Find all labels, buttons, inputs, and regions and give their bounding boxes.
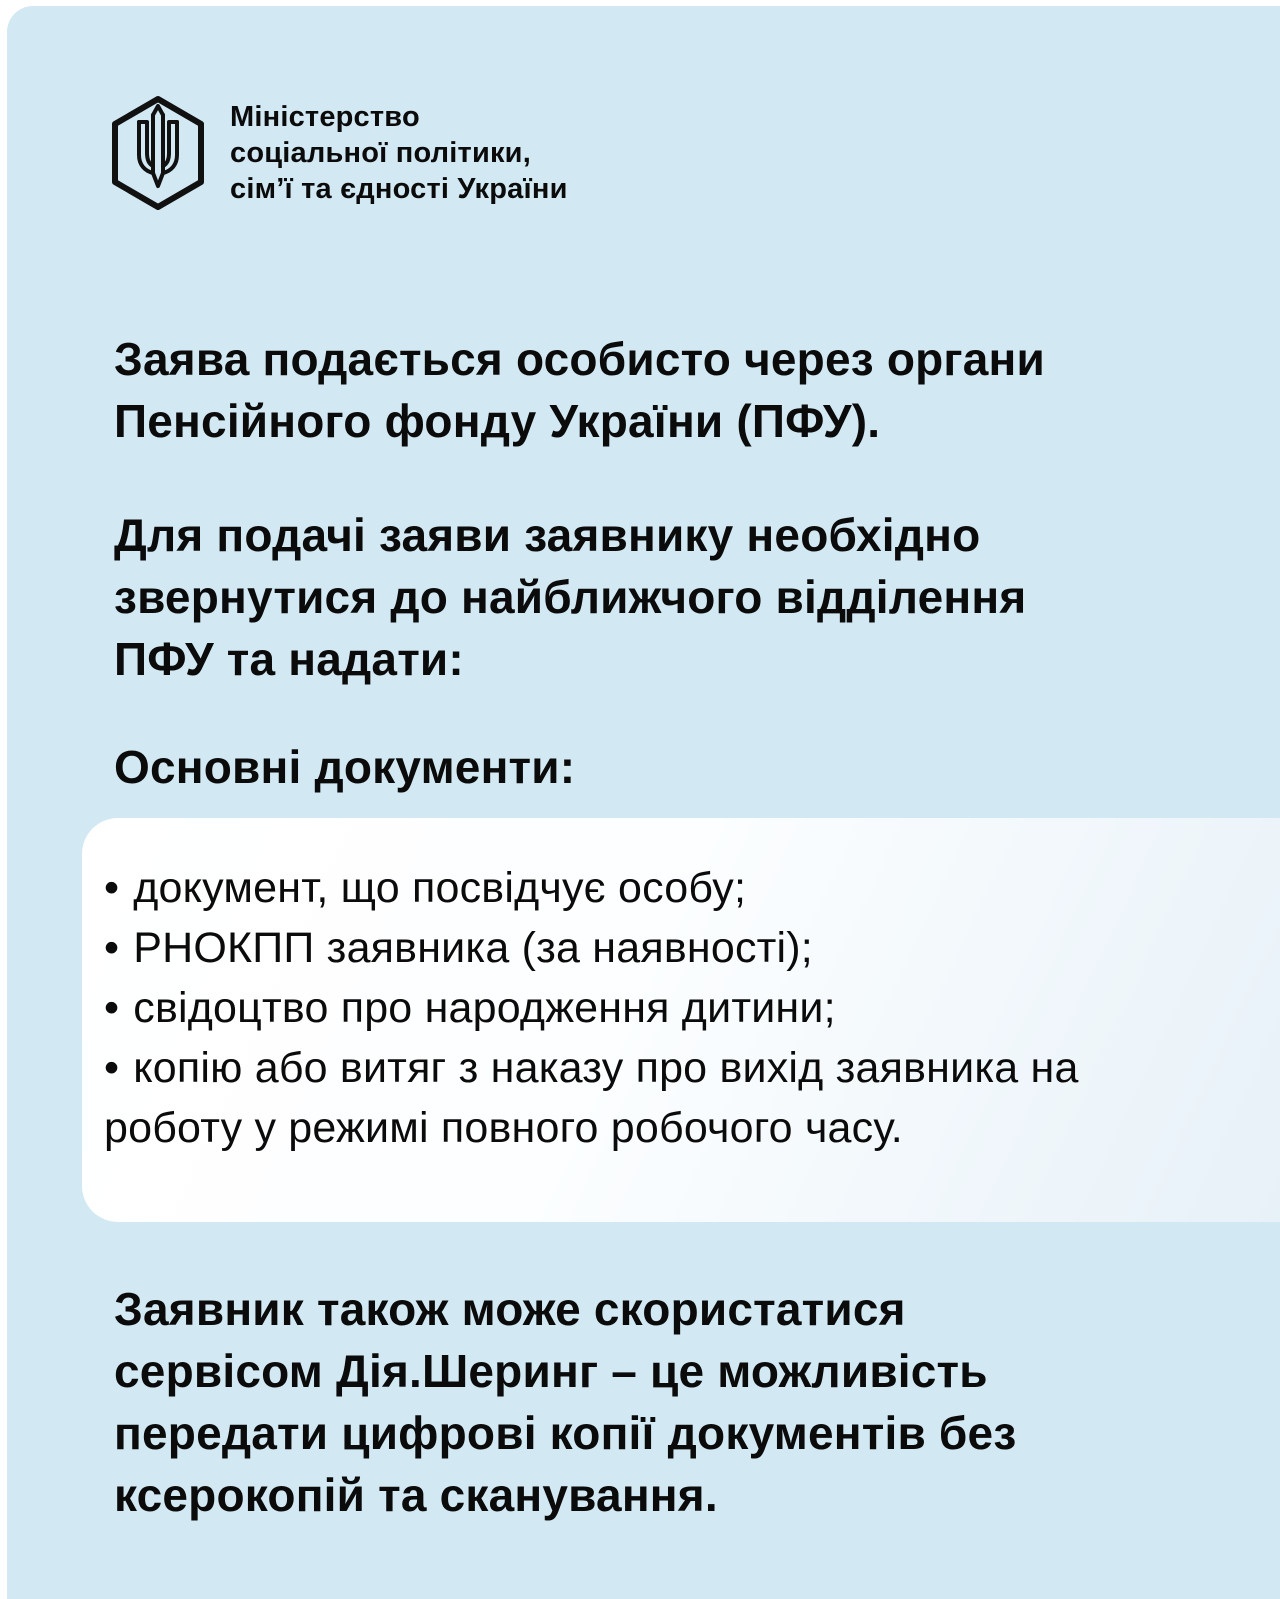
- bullet-icon: •: [104, 984, 120, 1032]
- text-line: ПФУ та надати:: [114, 633, 464, 685]
- text-line: Пенсійного фонду України (ПФУ).: [114, 395, 881, 447]
- document-item-text: свідоцтво про народження дитини;: [133, 984, 836, 1032]
- ministry-name-line: Міністерство: [230, 101, 420, 133]
- bullet-icon: •: [104, 924, 120, 972]
- document-item: [104, 978, 1114, 1038]
- document-item-text: РНОКПП заявника (за наявності);: [133, 924, 813, 972]
- ministry-name: [230, 99, 568, 207]
- bullet-icon: •: [104, 1044, 120, 1092]
- text-line: звернутися до найближчого відділення: [114, 571, 1027, 623]
- document-item: [104, 858, 1114, 918]
- ministry-name-line: соціальної політики,: [230, 137, 531, 169]
- documents-list: [82, 818, 1280, 1158]
- ministry-name-line: сім’ї та єдності України: [230, 173, 568, 205]
- document-item-text: копію або витяг з наказу про вихід заявника на роботу у режимі повного робочого часу.: [104, 1044, 1079, 1152]
- documents-panel: [82, 818, 1280, 1222]
- documents-heading: Основні документи:: [114, 741, 576, 793]
- text-line: Заява подається особисто через органи: [114, 333, 1046, 385]
- paragraph-how-to-apply: [114, 504, 1026, 690]
- infographic-card: [7, 6, 1280, 1599]
- trident-hexagon-icon: [108, 95, 208, 211]
- paragraph-diia-sharing: [114, 1278, 1016, 1526]
- text-line: Заявник також може скористатися: [114, 1283, 906, 1335]
- text-line: сервісом Дія.Шеринг – це можливість: [114, 1345, 988, 1397]
- document-item-text: документ, що посвідчує особу;: [133, 864, 747, 912]
- document-item: [104, 918, 1114, 978]
- bullet-icon: •: [104, 864, 120, 912]
- ministry-logo: [108, 95, 568, 211]
- text-line: передати цифрові копії документів без: [114, 1407, 1017, 1459]
- paragraph-submission: [114, 328, 1045, 452]
- document-item: [104, 1038, 1114, 1158]
- text-line: ксерокопій та сканування.: [114, 1469, 718, 1521]
- text-line: Для подачі заяви заявнику необхідно: [114, 509, 981, 561]
